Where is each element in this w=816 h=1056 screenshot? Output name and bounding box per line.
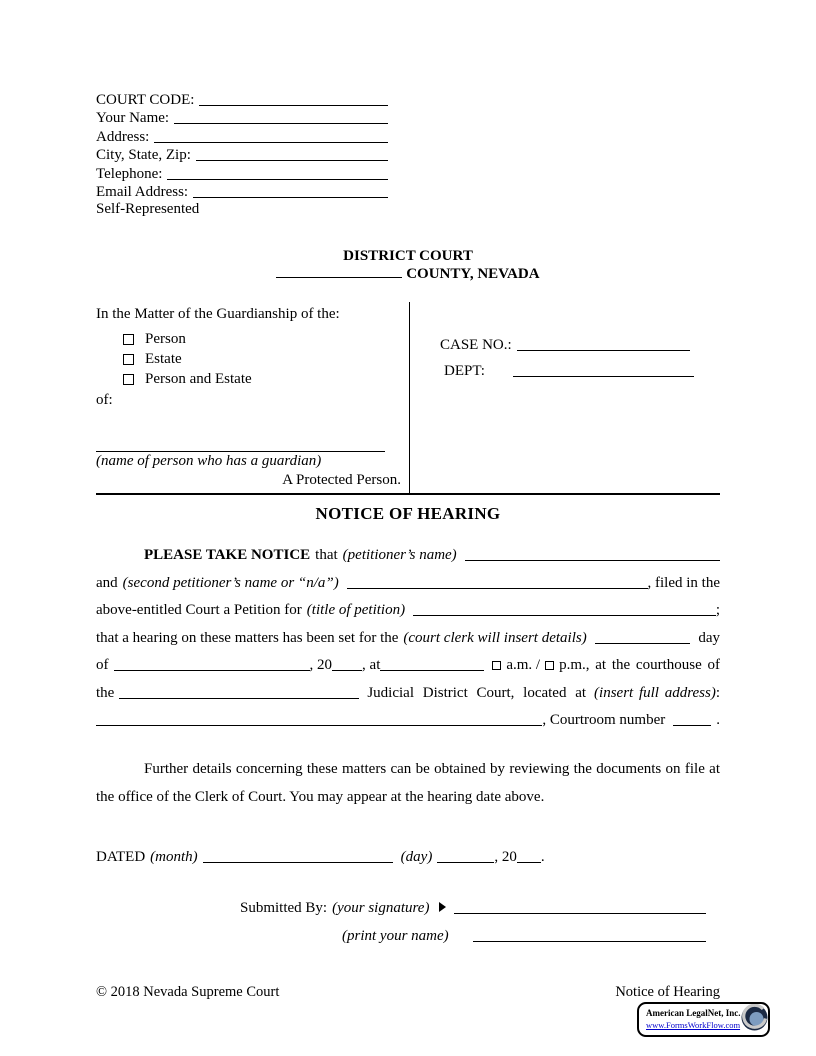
dated-month-blank[interactable] (203, 862, 393, 863)
copyright-notice: © 2018 Nevada Supreme Court (96, 984, 280, 1000)
county-heading-line (96, 265, 720, 284)
year-prefix-text: , 20 (309, 657, 333, 673)
name-hint: (name of person who has a guardian) (96, 452, 322, 469)
notice-line-2 (96, 564, 720, 592)
title-of-petition-hint: (title of petition) (306, 602, 406, 618)
court-code-label: COURT CODE: (96, 91, 195, 108)
case-no-label: CASE NO.: (440, 336, 512, 353)
dept-row (444, 361, 694, 380)
notice-line-4 (96, 619, 720, 647)
colon-text: : (715, 684, 720, 701)
am-checkbox[interactable] (492, 661, 501, 670)
case-caption (96, 302, 720, 495)
telephone-label: Telephone: (96, 165, 163, 182)
guardianship-option-person (123, 331, 409, 349)
of-label: of: (96, 391, 113, 408)
city-state-zip-blank[interactable] (196, 160, 388, 161)
district-court-heading: DISTRICT COURT (343, 247, 473, 264)
and-text: and (96, 574, 118, 591)
address-blank[interactable] (154, 142, 388, 143)
notice-line-6 (96, 674, 720, 702)
american-legalnet-badge (637, 1002, 770, 1037)
dated-year-prefix: , 20 (494, 848, 517, 865)
hearing-day-blank[interactable] (595, 643, 691, 644)
estate-checkbox[interactable] (123, 354, 134, 365)
footer-doc-title: Notice of Hearing (615, 984, 720, 1000)
your-name-row (96, 109, 388, 128)
case-no-row (440, 335, 690, 354)
that-text: that (315, 547, 338, 563)
your-name-blank[interactable] (174, 123, 388, 124)
submitted-by-line (96, 890, 706, 918)
title-of-petition-blank[interactable] (413, 615, 716, 616)
day-hint: (day) (400, 848, 433, 865)
caption-left-column (96, 302, 410, 493)
court-header (96, 247, 720, 284)
city-state-zip-label: City, State, Zip: (96, 147, 191, 163)
print-name-blank[interactable] (473, 941, 706, 942)
court-code-blank[interactable] (199, 105, 388, 106)
email-address-blank[interactable] (193, 197, 388, 198)
hearing-month-blank[interactable] (114, 670, 310, 671)
judicial-district-blank[interactable] (119, 698, 359, 699)
notice-line-1 (96, 537, 720, 565)
dated-day-blank[interactable] (437, 862, 494, 863)
dept-blank[interactable] (513, 376, 694, 377)
print-name-line (96, 917, 706, 945)
case-no-blank[interactable] (517, 350, 690, 351)
insert-address-hint: (insert full address) (594, 684, 716, 701)
month-hint: (month) (150, 848, 198, 865)
person-checkbox-label: Person (145, 331, 186, 347)
person-checkbox[interactable] (123, 334, 134, 345)
courthouse-address-blank[interactable] (96, 725, 542, 726)
judicial-district-text: Judicial District Court, located at (367, 684, 587, 701)
notice-body (96, 537, 720, 730)
legalnet-logo-icon (741, 1004, 768, 1036)
court-code-row (96, 90, 388, 109)
at-text: , at (362, 657, 381, 673)
period-text: . (716, 712, 720, 728)
protected-person-label: A Protected Person. (282, 471, 401, 488)
caption-intro: In the Matter of the Guardianship of the: (96, 305, 340, 322)
city-state-zip-row (96, 146, 388, 165)
notice-line-5 (96, 647, 720, 675)
hearing-set-text: that a hearing on these matters has been set for the (96, 629, 399, 646)
of-text: of (96, 657, 109, 673)
hearing-time-blank[interactable] (380, 670, 484, 671)
day-text: day (698, 629, 720, 646)
badge-text-block (646, 1008, 740, 1031)
page-footer (96, 984, 720, 1001)
telephone-blank[interactable] (167, 179, 388, 180)
county-name-blank[interactable] (276, 277, 402, 278)
court-clerk-hint: (court clerk will insert details) (403, 629, 587, 646)
email-address-label: Email Address: (96, 184, 189, 200)
please-take-notice-text: PLEASE TAKE NOTICE (144, 547, 311, 563)
notice-line-3 (96, 592, 720, 620)
protected-person-name-blank[interactable] (96, 410, 385, 452)
guardianship-option-person-and-estate (123, 371, 409, 389)
self-represented-label: Self-Represented (96, 201, 200, 217)
petitioner-name-blank[interactable] (465, 560, 720, 561)
submitted-by-label: Submitted By: (240, 900, 328, 916)
dated-line (96, 838, 720, 866)
am-label: a.m. / (506, 657, 541, 673)
county-nevada-heading: COUNTY, NEVADA (406, 266, 540, 282)
person-and-estate-checkbox[interactable] (123, 374, 134, 385)
notice-line-7 (96, 702, 720, 730)
person-and-estate-checkbox-label: Person and Estate (145, 371, 252, 387)
print-your-name-hint: (print your name) (342, 927, 449, 944)
courtroom-number-text: , Courtroom number (542, 712, 666, 728)
hearing-year-blank[interactable] (332, 670, 362, 671)
guardianship-option-estate (123, 351, 409, 369)
your-signature-hint: (your signature) (332, 900, 430, 916)
your-name-label: Your Name: (96, 110, 170, 126)
courtroom-number-blank[interactable] (673, 725, 711, 726)
filed-in-the-text: , filed in the (647, 574, 720, 591)
email-row (96, 183, 388, 202)
dated-year-blank[interactable] (517, 862, 541, 863)
notice-of-hearing-title: NOTICE OF HEARING (315, 503, 501, 523)
the-text: the (96, 684, 115, 701)
signature-blank[interactable] (454, 913, 706, 914)
petitioner-name-hint: (petitioner’s name) (342, 547, 457, 563)
dept-label: DEPT: (444, 362, 485, 379)
legalnet-company-label: American LegalNet, Inc. (646, 1008, 741, 1018)
formsworkflow-link[interactable]: www.FormsWorkFlow.com (646, 1020, 741, 1030)
dated-label: DATED (96, 848, 146, 865)
letterhead-block (96, 90, 720, 220)
pm-courthouse-text: p.m., at the courthouse of (559, 657, 720, 673)
further-details-paragraph: Further details concerning these matters can be obtained by reviewing the documents on file at the office of the Clerk of Court. You may appear at the hearing date above. (96, 761, 720, 805)
caption-right-column (410, 302, 720, 493)
address-row (96, 127, 388, 146)
pm-checkbox[interactable] (545, 661, 554, 670)
semicolon-text: ; (715, 602, 720, 618)
signature-arrow-icon (439, 902, 446, 912)
telephone-row (96, 164, 388, 183)
estate-checkbox-label: Estate (145, 351, 182, 367)
second-petitioner-hint: (second petitioner’s name or “n/a”) (122, 574, 339, 591)
petition-pre-text: above-entitled Court a Petition for (96, 602, 302, 618)
second-petitioner-blank[interactable] (347, 588, 648, 589)
dated-period: . (540, 848, 545, 865)
address-label: Address: (96, 128, 150, 145)
